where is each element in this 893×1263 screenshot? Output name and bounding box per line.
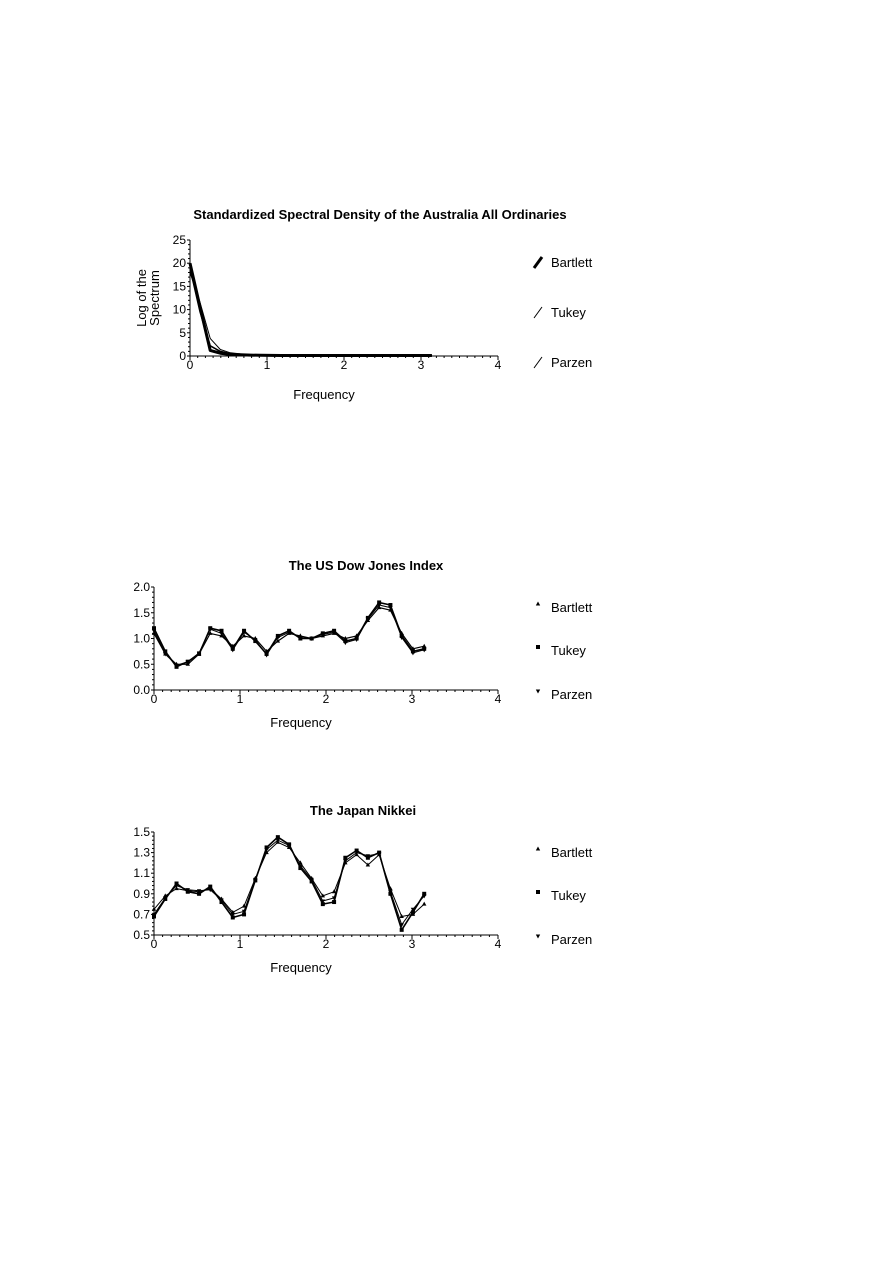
legend-swatch-bartlett: [536, 602, 540, 606]
y-tick-label: 0.0: [133, 683, 150, 697]
y-tick-label: 1.3: [133, 845, 150, 860]
y-axis-label-line: Spectrum: [147, 270, 162, 326]
series-line-bartlett: [190, 263, 432, 355]
legend-swatch-tukey: [536, 645, 540, 649]
legend-swatch-parzen: [536, 690, 540, 694]
y-axis-label-line: Log of the: [134, 269, 149, 327]
x-tick-label: 2: [340, 358, 348, 372]
series-line-bartlett: [154, 608, 424, 665]
chart-3: [133, 803, 592, 975]
y-tick-label: 20: [172, 256, 186, 271]
x-axis-label: Frequency: [270, 960, 332, 975]
series-line-tukey: [190, 268, 432, 356]
data-point-parzen: [343, 641, 347, 645]
legend-label-parzen: Parzen: [551, 932, 593, 947]
y-tick-label: 0.5: [133, 657, 150, 672]
data-point-tukey: [343, 856, 347, 860]
legend-label-bartlett: Bartlett: [551, 845, 593, 860]
series-line-tukey: [154, 837, 424, 930]
x-tick-label: 0: [150, 937, 158, 951]
legend-label-tukey: Tukey: [551, 643, 586, 658]
x-tick-label: 3: [408, 937, 416, 951]
x-tick-label: 1: [236, 692, 244, 706]
legend-swatch-parzen: [536, 935, 540, 939]
x-tick-label: 4: [494, 937, 502, 951]
legend-swatch-bartlett: [536, 847, 540, 851]
series-line-parzen: [154, 840, 424, 925]
legend-label-tukey: Tukey: [551, 888, 586, 903]
y-tick-label: 1.5: [133, 825, 150, 839]
legend-label-parzen: Parzen: [551, 355, 593, 370]
chart-title: The Japan Nikkei: [309, 803, 417, 818]
legend-swatch-parzen: [534, 357, 542, 368]
x-tick-label: 1: [263, 358, 271, 372]
y-tick-label: 5: [179, 325, 186, 340]
legend-label-parzen: Parzen: [551, 687, 593, 702]
y-tick-label: 0: [179, 349, 186, 363]
y-tick-label: 1.1: [133, 866, 150, 881]
legend-label-bartlett: Bartlett: [551, 255, 593, 270]
data-point-tukey: [208, 885, 212, 889]
legend-swatch-tukey: [534, 307, 542, 318]
x-tick-label: 4: [494, 692, 502, 706]
legend-label-tukey: Tukey: [551, 305, 586, 320]
chart-title: The US Dow Jones Index: [288, 558, 444, 573]
legend-swatch-bartlett: [534, 257, 542, 268]
x-axis-label: Frequency: [270, 715, 332, 730]
x-tick-label: 3: [408, 692, 416, 706]
legend-label-bartlett: Bartlett: [551, 600, 593, 615]
y-tick-label: 0.7: [133, 907, 150, 922]
x-tick-label: 1: [236, 937, 244, 951]
x-tick-label: 2: [322, 937, 330, 951]
x-tick-label: 2: [322, 692, 330, 706]
y-tick-label: 1.0: [133, 631, 150, 646]
series-line-bartlett: [154, 842, 424, 916]
data-point-bartlett: [422, 902, 426, 906]
series-line-parzen: [190, 273, 432, 356]
y-axis-label: [134, 269, 162, 327]
data-point-tukey: [276, 835, 280, 839]
y-tick-label: 0.5: [133, 928, 150, 942]
data-point-tukey: [400, 928, 404, 932]
series-line-parzen: [154, 605, 424, 665]
y-tick-label: 0.9: [133, 886, 150, 901]
x-tick-label: 4: [494, 358, 502, 372]
legend-swatch-tukey: [536, 890, 540, 894]
y-tick-label: 25: [172, 233, 186, 247]
y-tick-label: 2.0: [133, 580, 150, 594]
x-tick-label: 0: [186, 358, 194, 372]
chart-1: [134, 207, 593, 402]
y-tick-label: 1.5: [133, 605, 150, 620]
y-tick-label: 10: [172, 302, 186, 317]
x-tick-label: 0: [150, 692, 158, 706]
x-axis-label: Frequency: [293, 387, 355, 402]
data-point-parzen: [411, 651, 415, 655]
data-point-tukey: [332, 900, 336, 904]
y-tick-label: 15: [172, 279, 186, 294]
chart-title: Standardized Spectral Density of the Australia All Ordinaries: [193, 207, 567, 222]
chart-2: [133, 558, 592, 730]
x-tick-label: 3: [417, 358, 425, 372]
